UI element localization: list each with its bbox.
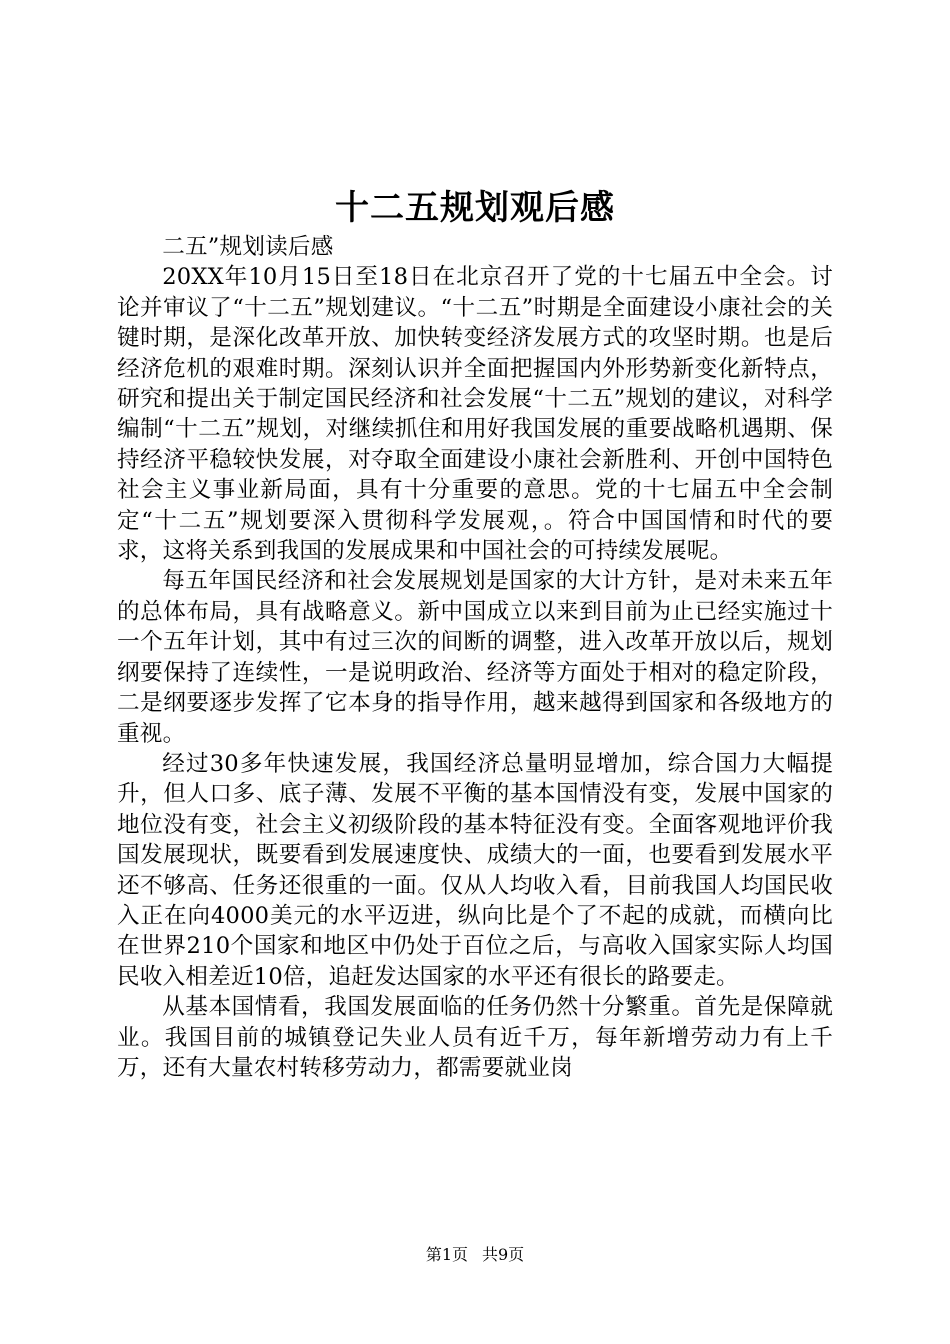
body-paragraph: 每五年国民经济和社会发展规划是国家的大计方针，是对未来五年的总体布局，具有战略意义。新中国成立以来到目前为止已经实施过十一个五年计划，其中有过三次的间断的调整，进入改革开放以后，规划纲要保持了连续性，一是说明政治、经济等方面处于相对的稳定阶段，二是纲要逐步发挥了它本身的指导作用，越来越得到国家和各级地方的重视。 xyxy=(117,568,833,747)
body-paragraph: 二五”规划读后感 xyxy=(162,234,334,260)
page-number: 第1页 xyxy=(425,1245,468,1264)
body-paragraph: 经过30多年快速发展，我国经济总量明显增加，综合国力大幅提升，但人口多、底子薄、发展不平衡的基本国情没有变，发展中国家的地位没有变，社会主义初级阶段的基本特征没有变。全面客观地评价我国发展现状，既要看到发展速度快、成绩大的一面，也要看到发展水平还不够高、任务还很重的一面。仅从人均收入看，目前我国人均国民收入正在向4000美元的水平迈进，纵向比是个了不起的成就，而横向比在世界210个国家和地区中仍处于百位之后，与高收入国家实际人均国民收入相差近10倍，追赶发达国家的水平还有很长的路要走。 xyxy=(117,750,833,990)
document-body xyxy=(117,232,833,1083)
document-title: 十二五规划观后感 xyxy=(335,188,615,228)
page-footer xyxy=(0,1244,950,1266)
page-total: 共9页 xyxy=(482,1245,525,1264)
body-paragraph: 从基本国情看，我国发展面临的任务仍然十分繁重。首先是保障就业。我国目前的城镇登记失业人员有近千万，每年新增劳动力有上千万，还有大量农村转移劳动力，都需要就业岗 xyxy=(117,994,833,1081)
body-paragraph: 20XX年10月15日至18日在北京召开了党的十七届五中全会。讨论并审议了“十二五”规划建议。“十二五”时期是全面建设小康社会的关键时期，是深化改革开放、加快转变经济发展方式的攻坚时期。也是后经济危机的艰难时期。深刻认识并全面把握国内外形势新变化新特点，研究和提出关于制定国民经济和社会发展“十二五”规划的建议，对科学编制“十二五”规划，对继续抓住和用好我国发展的重要战略机遇期、保持经济平稳较快发展，对夺取全面建设小康社会新胜利、开创中国特色社会主义事业新局面，具有十分重要的意思。党的十七届五中全会制定“十二五”规划要深入贯彻科学发展观，。符合中国国情和时代的要求，这将关系到我国的发展成果和中国社会的可持续发展呢。 xyxy=(117,264,833,565)
